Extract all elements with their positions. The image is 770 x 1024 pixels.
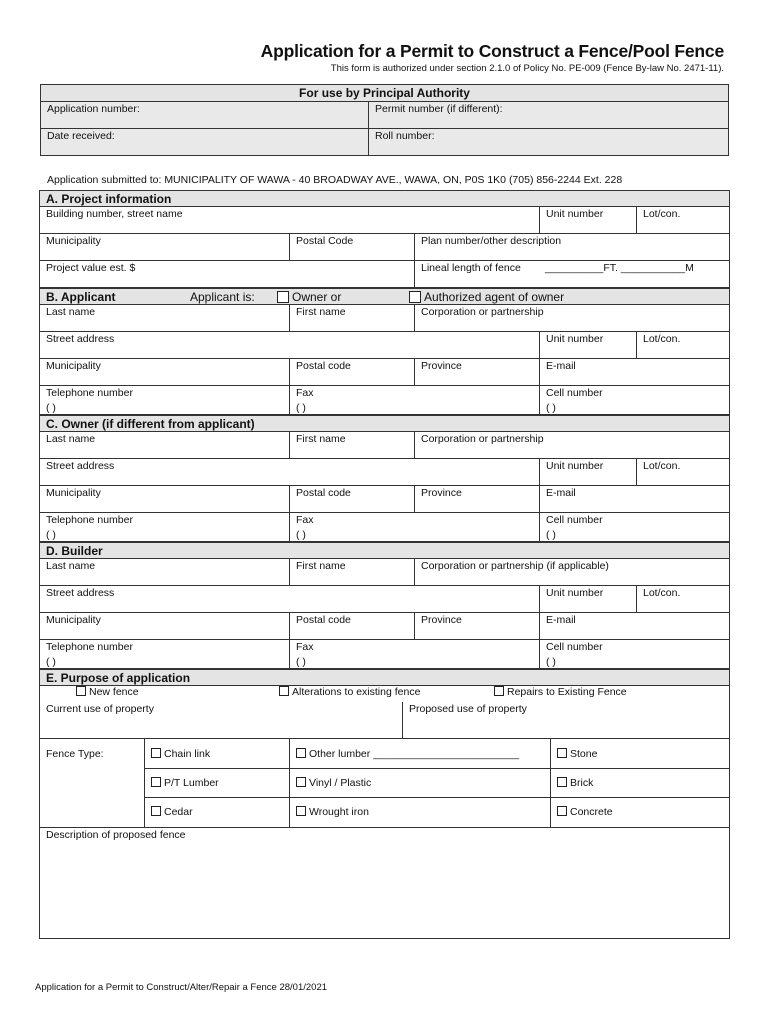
proposed-use-field[interactable]: Proposed use of property [402,702,729,738]
applicant-province-field[interactable]: Province [414,359,539,385]
applicant-telephone-field[interactable] [40,386,289,414]
other-lumber-checkbox[interactable] [296,748,306,758]
fax-label: Fax [296,514,314,526]
concrete-option[interactable] [551,798,729,826]
cell-parens: ( ) [546,529,556,541]
cedar-option[interactable] [145,798,289,826]
roll-number-field[interactable]: Roll number: [375,130,435,142]
unit-number-field[interactable]: Unit number [539,207,636,233]
telephone-parens: ( ) [46,402,56,414]
postal-code-field[interactable]: Postal Code [289,234,414,260]
fax-parens: ( ) [296,402,306,414]
cedar-checkbox[interactable] [151,806,161,816]
pt-lumber-option[interactable] [145,769,289,798]
builder-street-field[interactable]: Street address [46,587,115,599]
repairs-checkbox[interactable] [494,686,504,696]
permit-form [39,190,730,939]
alterations-label: Alterations to existing fence [292,686,421,698]
builder-lot-field[interactable]: Lot/con. [636,586,729,612]
telephone-label: Telephone number [46,387,133,399]
application-number-field[interactable]: Application number: [41,102,369,128]
fence-type-label: Fence Type: [46,748,104,760]
fence-type-col-3 [550,739,729,827]
agent-checkbox[interactable] [409,291,421,303]
applicant-cell-field[interactable] [539,386,729,414]
fence-description-field[interactable]: Description of proposed fence [46,829,186,841]
applicant-lot-field[interactable]: Lot/con. [636,332,729,358]
building-number-field[interactable]: Building number, street name [46,208,183,220]
owner-municipality-field[interactable]: Municipality [46,487,101,499]
owner-street-field[interactable]: Street address [46,460,115,472]
telephone-label: Telephone number [46,514,133,526]
stone-option[interactable] [551,739,729,769]
vinyl-checkbox[interactable] [296,777,306,787]
builder-province-field[interactable]: Province [414,613,539,639]
project-value-field[interactable]: Project value est. $ [46,262,136,274]
owner-last-name-field[interactable]: Last name [46,433,96,445]
telephone-parens: ( ) [46,529,56,541]
builder-fax-field[interactable] [289,640,539,668]
cell-parens: ( ) [546,656,556,668]
fence-type-grid [40,739,729,828]
brick-checkbox[interactable] [557,777,567,787]
owner-lot-field[interactable]: Lot/con. [636,459,729,485]
page-subtitle: This form is authorized under section 2.1.0 of Policy No. PE-009 (Fence By-law No. 2471-11). [330,63,724,74]
owner-province-field[interactable]: Province [414,486,539,512]
telephone-label: Telephone number [46,641,133,653]
owner-unit-field[interactable]: Unit number [539,459,636,485]
applicant-first-name-field[interactable]: First name [289,305,414,331]
new-fence-label: New fence [89,686,139,698]
builder-cell-field[interactable] [539,640,729,668]
stone-label: Stone [570,748,598,760]
applicant-postal-field[interactable]: Postal code [289,359,414,385]
repairs-label: Repairs to Existing Fence [507,686,627,698]
municipality-field[interactable]: Municipality [46,235,101,247]
applicant-street-field[interactable]: Street address [46,333,115,345]
section-d-heading: D. Builder [40,542,729,559]
page-title: Application for a Permit to Construct a Fence/Pool Fence [260,41,724,61]
brick-option[interactable] [551,769,729,798]
builder-email-field[interactable]: E-mail [539,613,729,639]
owner-telephone-field[interactable] [40,513,289,541]
builder-first-name-field[interactable]: First name [289,559,414,585]
concrete-label: Concrete [570,806,613,818]
builder-last-name-field[interactable]: Last name [46,560,96,572]
telephone-parens: ( ) [46,656,56,668]
cell-parens: ( ) [546,402,556,414]
principal-authority-box [40,84,729,156]
date-received-field[interactable]: Date received: [41,129,369,156]
stone-checkbox[interactable] [557,748,567,758]
fence-type-col-2 [289,739,550,827]
fax-parens: ( ) [296,529,306,541]
owner-corporation-field[interactable]: Corporation or partnership [414,432,729,458]
plan-number-field[interactable]: Plan number/other description [414,234,729,260]
fax-label: Fax [296,387,314,399]
wrought-iron-option[interactable] [290,798,550,826]
applicant-municipality-field[interactable]: Municipality [46,360,101,372]
cell-label: Cell number [546,641,603,653]
owner-first-name-field[interactable]: First name [289,432,414,458]
alterations-checkbox[interactable] [279,686,289,696]
builder-municipality-field[interactable]: Municipality [46,614,101,626]
lineal-length-field[interactable]: __________FT. ___________M [545,262,694,274]
cedar-label: Cedar [164,806,193,818]
section-c-heading: C. Owner (if different from applicant) [40,415,729,432]
wrought-iron-checkbox[interactable] [296,806,306,816]
chain-link-option[interactable] [145,739,289,769]
concrete-checkbox[interactable] [557,806,567,816]
pt-lumber-label: P/T Lumber [164,777,219,789]
alterations-option[interactable] [273,686,426,702]
vinyl-option[interactable] [290,769,550,798]
applicant-corporation-field[interactable]: Corporation or partnership [414,305,729,331]
owner-cell-field[interactable] [539,513,729,541]
other-lumber-label: Other lumber _________________________ [309,748,520,760]
owner-fax-field[interactable] [289,513,539,541]
builder-unit-field[interactable]: Unit number [539,586,636,612]
section-a-heading: A. Project information [40,190,729,207]
permit-number-field[interactable]: Permit number (if different): [375,103,503,115]
owner-email-field[interactable]: E-mail [539,486,729,512]
cell-label: Cell number [546,514,603,526]
section-e-heading: E. Purpose of application [40,669,729,686]
applicant-unit-field[interactable]: Unit number [539,332,636,358]
vinyl-label: Vinyl / Plastic [309,777,372,789]
builder-corporation-field[interactable]: Corporation or partnership (if applicable) [414,559,729,585]
section-b-heading [40,288,729,305]
wrought-iron-label: Wrought iron [309,806,369,818]
chain-link-checkbox[interactable] [151,748,161,758]
fence-type-col-1 [144,739,289,827]
principal-authority-heading: For use by Principal Authority [41,85,728,102]
applicant-fax-field[interactable] [289,386,539,414]
other-lumber-option[interactable] [290,739,550,769]
repairs-option[interactable] [488,686,633,702]
agent-option-label: Authorized agent of owner [424,290,565,304]
applicant-email-field[interactable]: E-mail [539,359,729,385]
footer-text: Application for a Permit to Construct/Alter/Repair a Fence 28/01/2021 [35,982,328,993]
lineal-length-label: Lineal length of fence [414,261,539,287]
owner-checkbox[interactable] [277,291,289,303]
lot-con-field[interactable]: Lot/con. [636,207,729,233]
brick-label: Brick [570,777,594,789]
fax-parens: ( ) [296,656,306,668]
cell-label: Cell number [546,387,603,399]
applicant-is-label: Applicant is: [190,290,255,304]
new-fence-option[interactable] [70,686,145,702]
applicant-last-name-field[interactable]: Last name [46,306,96,318]
pt-lumber-checkbox[interactable] [151,777,161,787]
owner-postal-field[interactable]: Postal code [289,486,414,512]
builder-postal-field[interactable]: Postal code [289,613,414,639]
fax-label: Fax [296,641,314,653]
current-use-field[interactable]: Current use of property [46,703,154,715]
builder-telephone-field[interactable] [40,640,289,668]
owner-option-label: Owner or [292,290,342,304]
section-b-title: B. Applicant [46,290,116,304]
new-fence-checkbox[interactable] [76,686,86,696]
chain-link-label: Chain link [164,748,211,760]
submitted-to-text: Application submitted to: MUNICIPALITY OF WAWA - 40 BROADWAY AVE., WAWA, ON, P0S 1K0 (705) 856-2244 Ext. 228 [47,174,623,186]
